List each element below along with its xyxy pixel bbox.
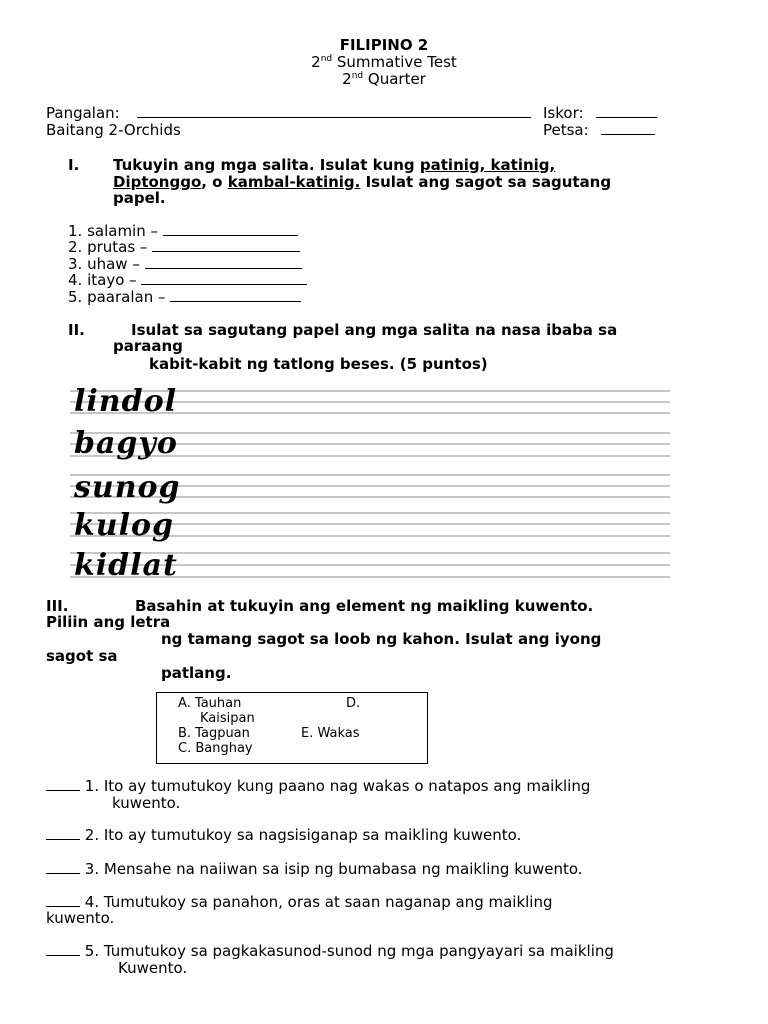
list-item: 1. salamin – (68, 222, 298, 240)
part2-instruction-line1: Isulat sa sagutang papel ang mga salita na nasa ibaba sa (131, 321, 618, 339)
part3-instruction-line3: ng tamang sagot sa loob ng kahon. Isulat ang iyong (161, 630, 602, 648)
answer-blank[interactable] (163, 223, 298, 236)
choice-e: E. Wakas (301, 726, 360, 741)
choice-d-text: Kaisipan (200, 711, 255, 726)
choices-box (156, 692, 428, 764)
answer-blank[interactable] (46, 778, 80, 791)
answer-blank[interactable] (46, 894, 80, 907)
date-label: Petsa: (543, 121, 589, 139)
question-continuation: kuwento. (112, 794, 181, 812)
cursive-word: sunog (74, 470, 181, 505)
part1-instruction-line1: Tukuyin ang mga salita. Isulat kung patinig, katinig, (113, 156, 556, 174)
question-item: 1. Ito ay tumutukoy kung paano nag wakas o natapos ang maikling (46, 777, 590, 795)
list-item: 2. prutas – (68, 238, 300, 256)
part3-instruction-line1: Basahin at tukuyin ang element ng maikling kuwento. (135, 597, 594, 615)
question-item: 2. Ito ay tumutukoy sa nagsisiganap sa maikling kuwento. (46, 826, 521, 844)
list-item: 5. paaralan – (68, 288, 301, 306)
score-label: Iskor: (543, 104, 584, 122)
page-title: FILIPINO 2 (339, 36, 429, 54)
part3-instruction-line4: sagot sa (46, 647, 118, 665)
answer-blank[interactable] (46, 943, 80, 956)
part1-instruction-line2: Diptonggo, o kambal-katinig. Isulat ang sagot sa sagutang (113, 173, 612, 191)
answer-blank[interactable] (46, 827, 80, 840)
list-item: 3. uhaw – (68, 255, 302, 273)
part1-number: I. (68, 156, 80, 174)
cursive-word: kulog (74, 508, 174, 543)
date-field[interactable] (601, 121, 655, 139)
choice-c: C. Banghay (178, 741, 253, 756)
choice-b: B. Tagpuan (178, 726, 250, 741)
list-item: 4. itayo – (68, 271, 307, 289)
part3-instruction-line5: patlang. (161, 664, 232, 682)
subtitle-test: 2nd Summative Test (311, 53, 457, 71)
score-field[interactable] (596, 104, 657, 122)
cursive-word: bagyo (74, 426, 178, 461)
choice-a: A. Tauhan (178, 696, 242, 711)
question-item: 3. Mensahe na naiiwan sa isip ng bumabasa ng maikling kuwento. (46, 860, 583, 878)
part1-instruction-line3: papel. (113, 189, 166, 207)
answer-blank[interactable] (152, 239, 300, 252)
name-label: Pangalan: (46, 104, 120, 122)
choice-d: D. (346, 696, 361, 711)
question-continuation: kuwento. (46, 909, 115, 927)
grade-label: Baitang 2-Orchids (46, 121, 181, 139)
answer-blank[interactable] (141, 272, 307, 285)
part2-instruction-line2: paraang (113, 337, 183, 355)
answer-blank[interactable] (145, 256, 302, 269)
part3-instruction-line2: Piliin ang letra (46, 613, 171, 631)
cursive-word: kidlat (74, 548, 178, 583)
part3-number: III. (46, 597, 69, 615)
part2-number: II. (68, 321, 85, 339)
cursive-word: lindol (74, 384, 177, 419)
question-item: 4. Tumutukoy sa panahon, oras at saan naganap ang maikling (46, 893, 553, 911)
answer-blank[interactable] (46, 861, 80, 874)
question-continuation: Kuwento. (118, 959, 188, 977)
question-item: 5. Tumutukoy sa pagkakasunod-sunod ng mga pangyayari sa maikling (46, 942, 614, 960)
name-field[interactable] (137, 104, 531, 122)
subtitle-quarter: 2nd Quarter (342, 70, 426, 88)
answer-blank[interactable] (170, 289, 301, 302)
part2-instruction-line3: kabit-kabit ng tatlong beses. (5 puntos) (149, 355, 488, 373)
